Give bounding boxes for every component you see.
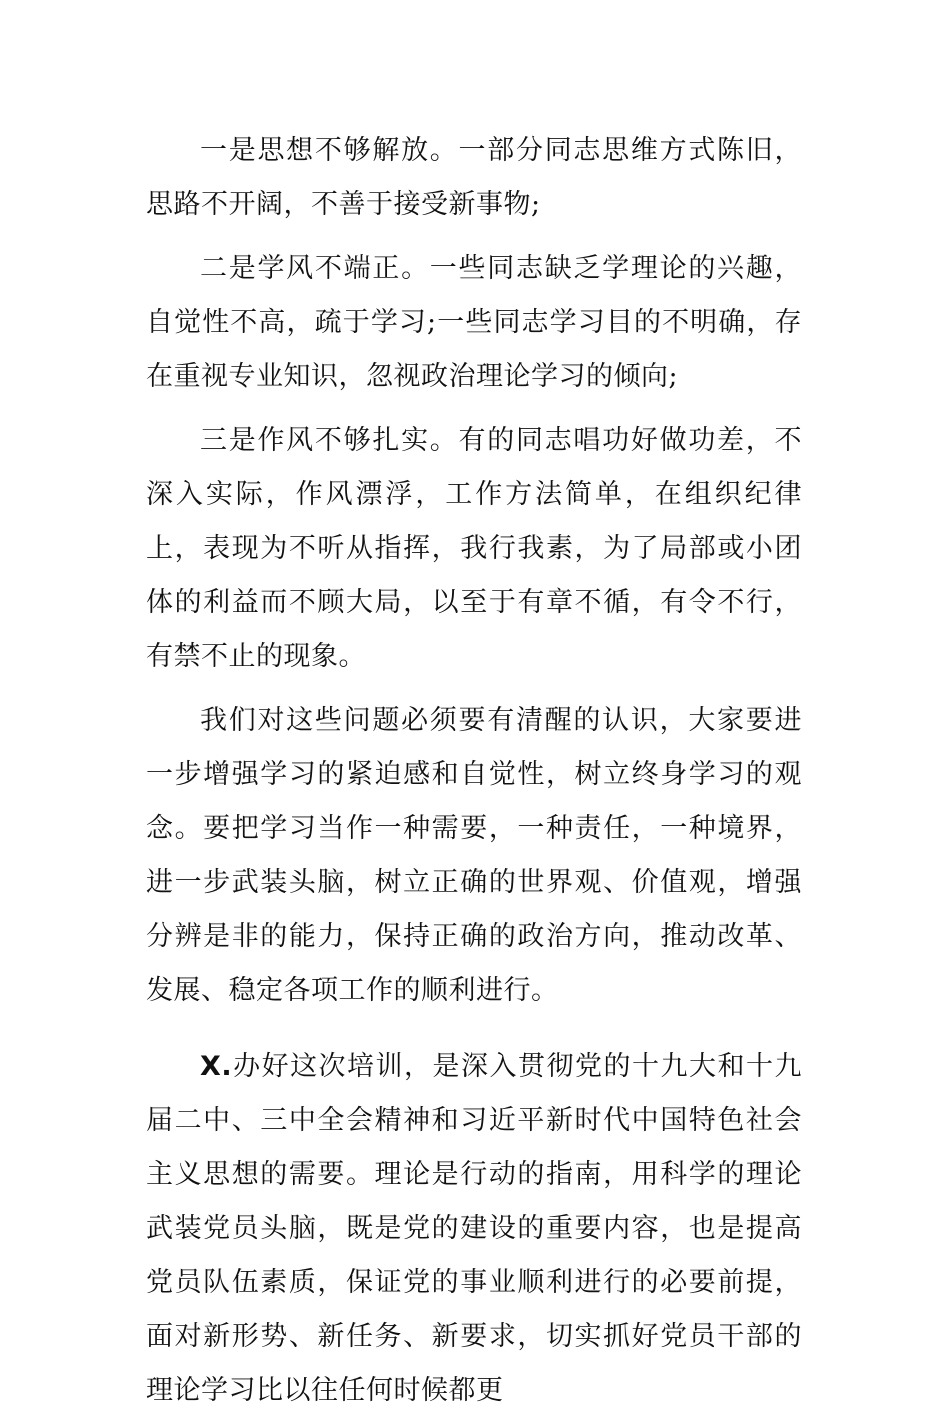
- paragraph-1: 一是思想不够解放。一部分同志思维方式陈旧，思路不开阔，不善于接受新事物;: [146, 135, 802, 220]
- document-body: [146, 124, 802, 1418]
- paragraph-5-text: 办好这次培训，是深入贯彻党的十九大和十九届二中、三中全会精神和习近平新时代中国特色社会主义思想的需要。理论是行动的指南，用科学的理论武装党员头脑，既是党的建设的重要内容，也是提高党员队伍素质，保证党的事业顺利进行的必要前提，面对新形势、新任务、新要求，切实抓好党员干部的理论学习比以往任何时候都更: [146, 1051, 802, 1406]
- paragraph-5: [146, 1040, 802, 1418]
- paragraph-3: 三是作风不够扎实。有的同志唱功好做功差，不深入实际，作风漂浮，工作方法简单，在组织纪律上，表现为不听从指挥，我行我素，为了局部或小团体的利益而不顾大局，以至于有章不循，有令不行，有禁不止的现象。: [146, 425, 802, 672]
- paragraph-4: 我们对这些问题必须要有清醒的认识，大家要进一步增强学习的紧迫感和自觉性，树立终身学习的观念。要把学习当作一种需要，一种责任，一种境界，进一步武装头脑，树立正确的世界观、价值观，增强分辨是非的能力，保持正确的政治方向，推动改革、发展、稳定各项工作的顺利进行。: [146, 705, 802, 1006]
- section-marker: X.: [200, 1051, 233, 1082]
- paragraph-2: 二是学风不端正。一些同志缺乏学理论的兴趣，自觉性不高，疏于学习;一些同志学习目的不明确，存在重视专业知识，忽视政治理论学习的倾向;: [146, 253, 802, 392]
